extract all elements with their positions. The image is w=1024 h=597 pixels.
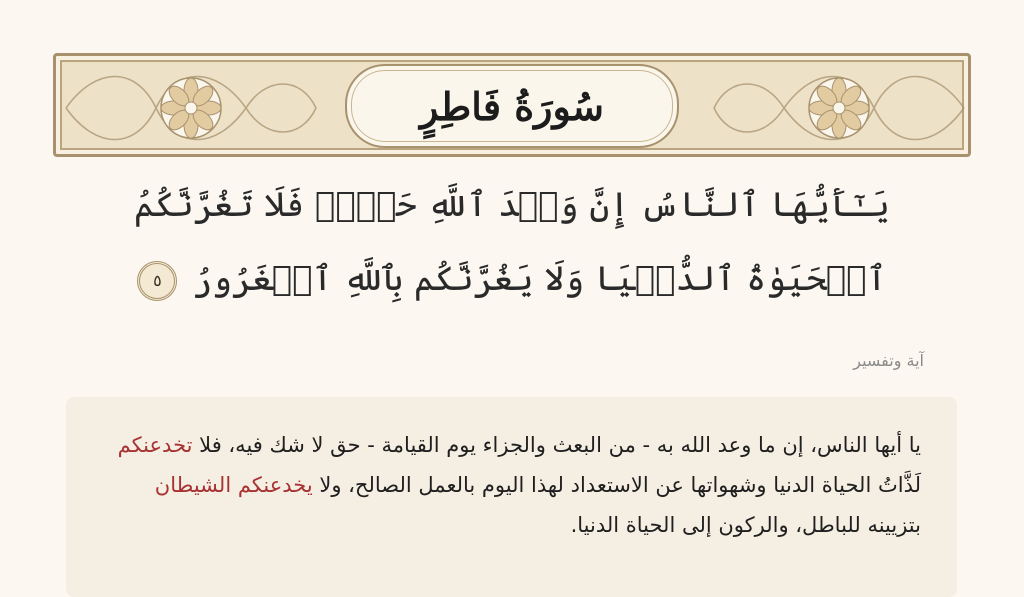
ayah-number-icon xyxy=(137,261,177,301)
tafsir-segment: لَذَّاتُ الحياة الدنيا وشهواتها عن الاستعداد لهذا اليوم بالعمل الصالح، ولا xyxy=(312,473,921,497)
verse-text-block[interactable] xyxy=(60,168,964,316)
tafsir-text xyxy=(102,425,921,545)
left-rosette-icon xyxy=(161,78,221,138)
right-rosette-icon xyxy=(809,78,869,138)
surah-title-cartouche xyxy=(345,64,679,148)
tafsir-segment: بتزيينه للباطل، والركون إلى الحياة الدنيا. xyxy=(570,513,921,537)
tafsir-highlight[interactable]: يخدعنكم الشيطان xyxy=(154,473,313,497)
tafsir-highlight[interactable]: تخدعنكم xyxy=(117,433,193,457)
tafsir-segment: يا أيها الناس، إن ما وعد الله به - من البعث والجزاء يوم القيامة - حق لا شك فيه، فلا xyxy=(192,433,921,457)
tafsir-card xyxy=(66,397,957,597)
surah-header-banner xyxy=(53,53,971,157)
verse-text: يَـٰٓأَيُّهَا ٱلنَّاسُ إِنَّ وَعۡدَ ٱللَّهِ حَقّٞۖ فَلَا تَغُرَّنَّكُمُ ٱلۡحَيَوٰةُ ٱلدُّنۡيَا وَلَا يَغُرَّنَّكُم بِٱللَّهِ ٱلۡغَرُورُ xyxy=(134,185,890,299)
surah-title: سُورَةُ فَاطِرٍ xyxy=(420,83,604,129)
ayah-number: ٥ xyxy=(153,271,162,290)
section-label: آية وتفسير xyxy=(853,351,924,370)
